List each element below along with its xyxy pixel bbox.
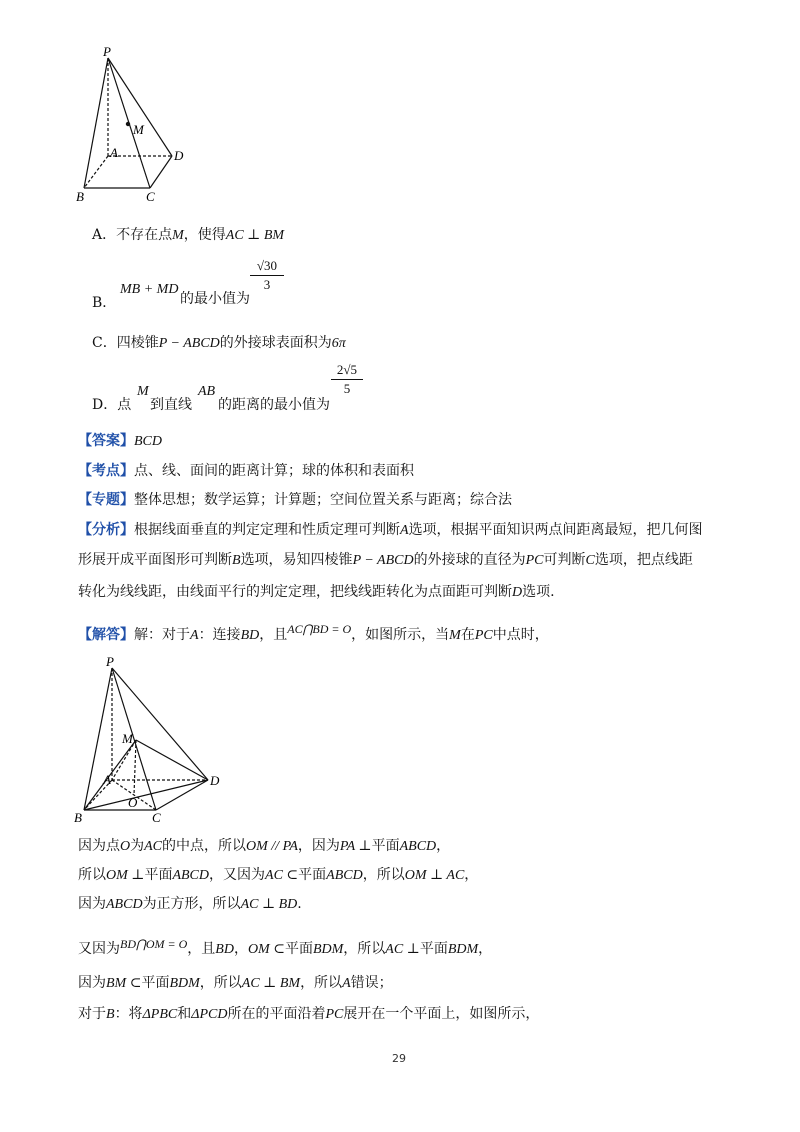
fenxi-var: A xyxy=(400,523,409,538)
fenxi-text: 根据线面垂直的判定定理和性质定理可判断 xyxy=(134,522,400,538)
proof-text: 平面 xyxy=(141,975,170,991)
jieda-text: ：连接 xyxy=(198,627,241,643)
proof-text: ，又因为 xyxy=(209,867,266,883)
jieda-var: BD xyxy=(240,628,260,643)
proof-text: 平面 xyxy=(144,867,173,883)
proof-var: PC xyxy=(325,1007,344,1022)
fenxi-var: P − ABCD xyxy=(352,553,414,568)
fenxi-var: C xyxy=(585,553,595,568)
label-C: C xyxy=(152,810,161,824)
proof-var: ABCD xyxy=(326,868,363,883)
proof-text: ，所以 xyxy=(300,975,343,991)
option-a-prefix: A．不存在点 xyxy=(92,227,173,243)
fenxi-line-3 xyxy=(78,583,555,602)
proof-line-4 xyxy=(78,937,493,959)
proof-var: BD xyxy=(215,942,234,957)
option-b-frac-num: √30 xyxy=(256,258,278,273)
proof-text: ，因为 xyxy=(297,838,340,854)
label-M: M xyxy=(133,122,144,137)
label-D: D xyxy=(174,148,184,163)
proof-text: ，所以 xyxy=(362,867,405,883)
proof-text: 和 xyxy=(177,1006,192,1022)
option-d-mid1: 到直线 xyxy=(150,397,192,413)
fenxi-var: PC xyxy=(525,553,544,568)
option-d-fraction xyxy=(331,362,363,397)
proof-text: 因为点 xyxy=(78,838,120,854)
proof-text: ， xyxy=(233,941,248,957)
label-B: B xyxy=(74,810,82,824)
label-M: M xyxy=(122,731,133,746)
fenxi-text: 选项，易知四棱锥 xyxy=(240,552,353,568)
proof-var: BDM xyxy=(312,942,344,957)
option-d-frac-num: 2√5 xyxy=(336,362,358,377)
proof-var: B xyxy=(106,1007,115,1022)
fenxi-text: 选项，根据平面知识两点间距离最短，把几何图 xyxy=(408,522,703,538)
proof-var: O xyxy=(120,839,131,854)
kaodian-tag: 【考点】 xyxy=(78,463,134,479)
proof-text: 为正方形，所以 xyxy=(142,896,241,912)
proof-var: ABCD xyxy=(106,897,143,912)
label-P: P xyxy=(106,654,114,669)
proof-var: ABCD xyxy=(172,868,210,883)
proof-text: 因为 xyxy=(78,975,106,991)
proof-text: 因为 xyxy=(78,896,106,912)
proof-line-6 xyxy=(78,1005,539,1024)
kaodian-line xyxy=(78,462,414,480)
fenxi-text: 可判断 xyxy=(543,552,586,568)
page-number: 29 xyxy=(392,1052,406,1065)
proof-var: ABCD xyxy=(399,839,437,854)
fenxi-line-1 xyxy=(78,521,703,540)
label-D: D xyxy=(210,773,220,788)
proof-text: ， xyxy=(478,941,493,957)
label-A: A xyxy=(103,772,111,787)
jieda-text: 中点时， xyxy=(492,627,549,643)
jieda-text: ，且 xyxy=(259,627,288,643)
jieda-text: ，如图所示，当 xyxy=(351,627,450,643)
label-C: C xyxy=(146,189,155,204)
proof-var: OM ⊥ xyxy=(106,868,145,883)
proof-var: AC ⊥ BM xyxy=(241,976,301,991)
option-c xyxy=(92,334,346,353)
proof-text: 所在的平面沿着 xyxy=(227,1006,326,1022)
proof-var: BDM xyxy=(169,976,200,991)
proof-var: ΔPCD xyxy=(191,1007,228,1022)
option-a-expr: AC ⊥ BM xyxy=(225,228,285,243)
answer-line xyxy=(78,432,162,451)
proof-line-3 xyxy=(78,895,302,914)
proof-text: 平面 xyxy=(371,838,400,854)
fenxi-text: 转化为线线距，由线面平行的判定定理，把线线距转化为点面距可判断 xyxy=(78,584,512,600)
answer-tag: 【答案】 xyxy=(78,433,134,449)
fenxi-var: B xyxy=(232,553,241,568)
proof-var: A xyxy=(342,976,351,991)
option-b-frac-den: 3 xyxy=(263,277,271,292)
option-a-var: M xyxy=(172,228,184,243)
proof-line-5 xyxy=(78,974,393,993)
option-a xyxy=(92,226,284,245)
proof-var: BM ⊂ xyxy=(106,976,142,991)
fenxi-text: 形展开成平面图形可判断 xyxy=(78,552,232,568)
label-O: O xyxy=(128,795,138,810)
option-c-expr: P − ABCD xyxy=(158,336,220,351)
proof-text: ：将 xyxy=(114,1006,143,1022)
proof-var: OM ⊥ AC xyxy=(404,868,465,883)
proof-text: ，所以 xyxy=(343,941,386,957)
jieda-line xyxy=(78,622,549,645)
proof-text: 平面 xyxy=(284,941,313,957)
proof-text: ，所以 xyxy=(199,975,242,991)
proof-text: 平面 xyxy=(298,867,327,883)
proof-var: OM // PA xyxy=(246,839,298,854)
fenxi-line-2 xyxy=(78,551,693,570)
option-d-var1: M xyxy=(137,384,149,399)
fenxi-var: D xyxy=(512,585,523,600)
proof-var: AC ⊥ xyxy=(385,942,420,957)
label-B: B xyxy=(76,189,84,204)
proof-text: 的中点，所以 xyxy=(162,838,247,854)
proof-var: ΔPBC xyxy=(142,1007,178,1022)
option-b xyxy=(92,294,116,312)
jieda-var: PC xyxy=(474,628,493,643)
option-b-expr: MB + MD xyxy=(120,282,179,297)
option-c-mid: 的外接球表面积为 xyxy=(219,335,332,351)
label-P: P xyxy=(103,44,111,59)
proof-var: OM ⊂ xyxy=(247,942,285,957)
jieda-tag: 【解答】 xyxy=(78,627,134,643)
fenxi-tag: 【分析】 xyxy=(78,522,134,538)
option-a-mid: ，使得 xyxy=(183,227,226,243)
proof-text: ，且 xyxy=(187,941,216,957)
option-d-var2: AB xyxy=(198,384,216,399)
proof-var: AC ⊥ BD xyxy=(240,897,298,912)
zhuanti-text: 整体思想；数学运算；计算题；空间位置关系与距离；综合法 xyxy=(134,492,512,508)
option-d-prefix: D．点 xyxy=(92,397,132,413)
zhuanti-line xyxy=(78,491,512,509)
kaodian-text: 点、线、面间的距离计算；球的体积和表面积 xyxy=(134,463,414,479)
jieda-var: M xyxy=(449,628,461,643)
fenxi-text: 的外接球的直径为 xyxy=(413,552,526,568)
zhuanti-tag: 【专题】 xyxy=(78,492,134,508)
fenxi-text: 选项，把点线距 xyxy=(594,552,693,568)
fenxi-text: 选项. xyxy=(522,584,555,600)
jieda-var: A xyxy=(190,628,199,643)
proof-text: 所以 xyxy=(78,867,106,883)
proof-var: BDM xyxy=(447,942,479,957)
option-b-fraction xyxy=(250,258,284,293)
jieda-text: 解：对于 xyxy=(134,627,190,643)
option-c-prefix: C．四棱锥 xyxy=(92,335,159,351)
pyramid-figure-1 xyxy=(70,44,210,204)
proof-text: 展开在一个平面上，如图所示， xyxy=(343,1006,540,1022)
proof-line-1 xyxy=(78,837,450,856)
answer-value: BCD xyxy=(134,434,162,449)
option-b-prefix: B． xyxy=(92,295,117,311)
proof-text: 平面 xyxy=(419,941,448,957)
proof-var: PA ⊥ xyxy=(339,839,372,854)
proof-text: ， xyxy=(464,867,479,883)
jieda-text: 在 xyxy=(460,627,475,643)
proof-text: . xyxy=(297,896,302,912)
proof-text: 为 xyxy=(130,838,145,854)
proof-var: AC ⊂ xyxy=(265,868,299,883)
proof-line-2 xyxy=(78,866,478,885)
jieda-var: AC⋂BD = O xyxy=(287,622,352,636)
proof-text: 错误； xyxy=(350,975,393,991)
proof-text: 对于 xyxy=(78,1006,106,1022)
proof-text: 又因为 xyxy=(78,941,120,957)
proof-text: ， xyxy=(436,838,451,854)
pyramid-figure-2 xyxy=(70,652,220,824)
proof-var: BD⋂OM = O xyxy=(120,937,188,951)
option-d-frac-den: 5 xyxy=(343,381,351,396)
label-A: A xyxy=(110,145,118,160)
option-c-value: 6π xyxy=(331,336,346,351)
option-d-mid2: 的距离的最小值为 xyxy=(218,397,330,413)
option-b-mid: 的最小值为 xyxy=(180,291,250,307)
proof-var: AC xyxy=(144,839,163,854)
